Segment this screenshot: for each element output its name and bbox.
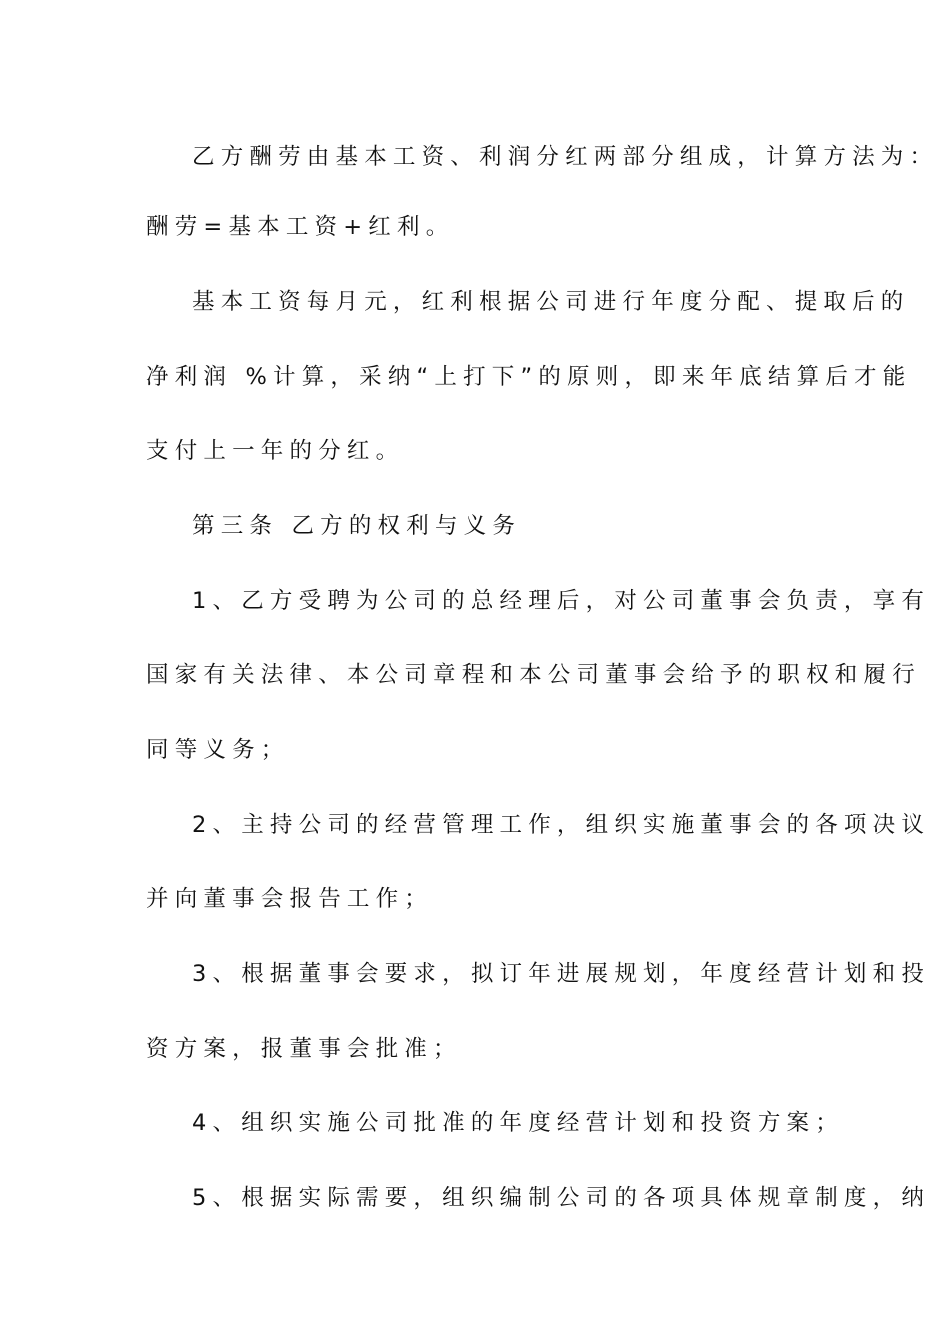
text-line: 支付上一年的分红。 (146, 438, 405, 464)
section-heading: 第三条 乙方的权利与义务 (192, 513, 522, 539)
text-line: 酬劳=基本工资+红利。 (146, 214, 455, 240)
text-line: 2、主持公司的经营管理工作，组织实施董事会的各项决议 (192, 812, 931, 838)
text-line: 1、乙方受聘为公司的总经理后，对公司董事会负责，享有 (192, 588, 931, 614)
text-line: 3、根据董事会要求，拟订年进展规划，年度经营计划和投 (192, 961, 931, 987)
text-line: 资方案，报董事会批准； (146, 1036, 462, 1062)
text-line: 5、根据实际需要，组织编制公司的各项具体规章制度，纳 (192, 1185, 931, 1211)
text-line: 基本工资每月元，红利根据公司进行年度分配、提取后的 (192, 289, 910, 315)
text-line: 并向董事会报告工作； (146, 886, 434, 912)
text-line: 4、组织实施公司批准的年度经营计划和投资方案； (192, 1110, 844, 1136)
text-line: 乙方酬劳由基本工资、利润分红两部分组成，计算方法为： (192, 144, 939, 170)
text-line: 净利润 %计算，采纳“上打下”的原则，即来年底结算后才能 (146, 364, 912, 390)
text-line: 同等义务； (146, 737, 290, 763)
text-line: 国家有关法律、本公司章程和本公司董事会给予的职权和履行 (146, 662, 921, 688)
